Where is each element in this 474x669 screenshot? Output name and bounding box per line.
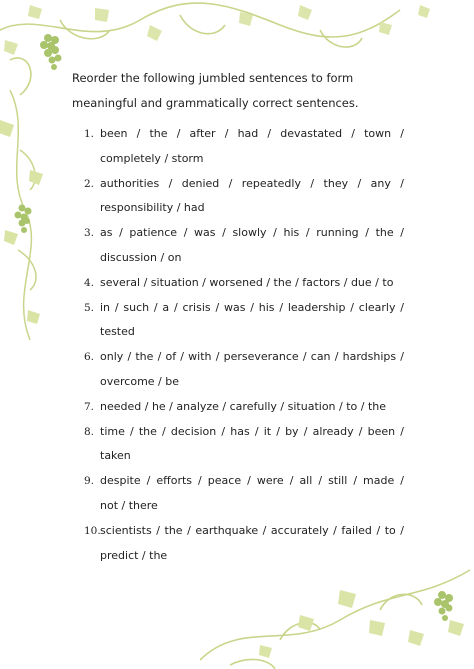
jumbled-words-line-1: authorities / denied / repeatedly / they / any / bbox=[100, 176, 404, 190]
vine-border-left-decoration bbox=[0, 90, 60, 350]
jumbled-words-line-2: taken bbox=[100, 449, 131, 463]
item-number: 7. bbox=[84, 400, 95, 413]
exercise-item-10 bbox=[84, 519, 404, 569]
item-number: 8. bbox=[84, 425, 95, 438]
jumbled-words-line-1: in / such / a / crisis / was / his / leadership / clearly / bbox=[100, 300, 404, 314]
item-number: 10. bbox=[84, 524, 101, 537]
jumbled-words-line-2: tested bbox=[100, 325, 135, 339]
item-number: 3. bbox=[84, 227, 95, 240]
item-number: 6. bbox=[84, 351, 95, 364]
exercise-item-7 bbox=[84, 395, 404, 420]
instructions-text bbox=[72, 66, 412, 116]
jumbled-words-line-1: despite / efforts / peace / were / all / still / made / bbox=[100, 474, 404, 488]
jumbled-words-line-1: needed / he / analyze / carefully / situation / to / the bbox=[100, 399, 387, 413]
exercise-item-9 bbox=[84, 469, 404, 519]
jumbled-words-line-1: time / the / decision / has / it / by / already / been / bbox=[100, 424, 404, 438]
jumbled-words-line-2: responsibility / had bbox=[100, 201, 205, 215]
jumbled-words-line-2: overcome / be bbox=[100, 374, 179, 388]
exercise-item-4 bbox=[84, 271, 404, 296]
item-number: 9. bbox=[84, 475, 95, 488]
item-number: 5. bbox=[84, 301, 95, 314]
exercise-item-2 bbox=[84, 172, 404, 222]
exercise-item-6 bbox=[84, 345, 404, 395]
jumbled-words-line-2: discussion / on bbox=[100, 250, 182, 264]
jumbled-words-line-1: scientists / the / earthquake / accurately / failed / to / bbox=[100, 523, 404, 537]
exercise-item-5 bbox=[84, 296, 404, 346]
item-number: 2. bbox=[84, 177, 95, 190]
vine-border-bottom-decoration bbox=[200, 560, 474, 669]
instructions-line-1: Reorder the following jumbled sentences to form bbox=[72, 71, 354, 85]
instructions-line-2: meaningful and grammatically correct sentences. bbox=[72, 96, 359, 110]
item-number: 1. bbox=[84, 128, 95, 140]
jumbled-words-line-2: predict / the bbox=[100, 548, 168, 562]
jumbled-words-line-2: completely / storm bbox=[100, 151, 204, 165]
jumbled-words-line-1: only / the / of / with / perseverance / can / hardships / bbox=[100, 350, 404, 364]
exercise-item-1 bbox=[84, 122, 404, 172]
exercise-item-3 bbox=[84, 221, 404, 271]
jumbled-words-line-2: not / there bbox=[100, 498, 158, 512]
jumbled-words-line-1: several / situation / worsened / the / factors / due / to bbox=[100, 275, 394, 289]
exercise-list bbox=[84, 122, 404, 568]
jumbled-words-line-1: as / patience / was / slowly / his / running / the / bbox=[100, 226, 404, 240]
item-number: 4. bbox=[84, 276, 95, 289]
exercise-item-8 bbox=[84, 420, 404, 470]
jumbled-words-line-1: been / the / after / had / devastated / town / bbox=[100, 127, 404, 140]
